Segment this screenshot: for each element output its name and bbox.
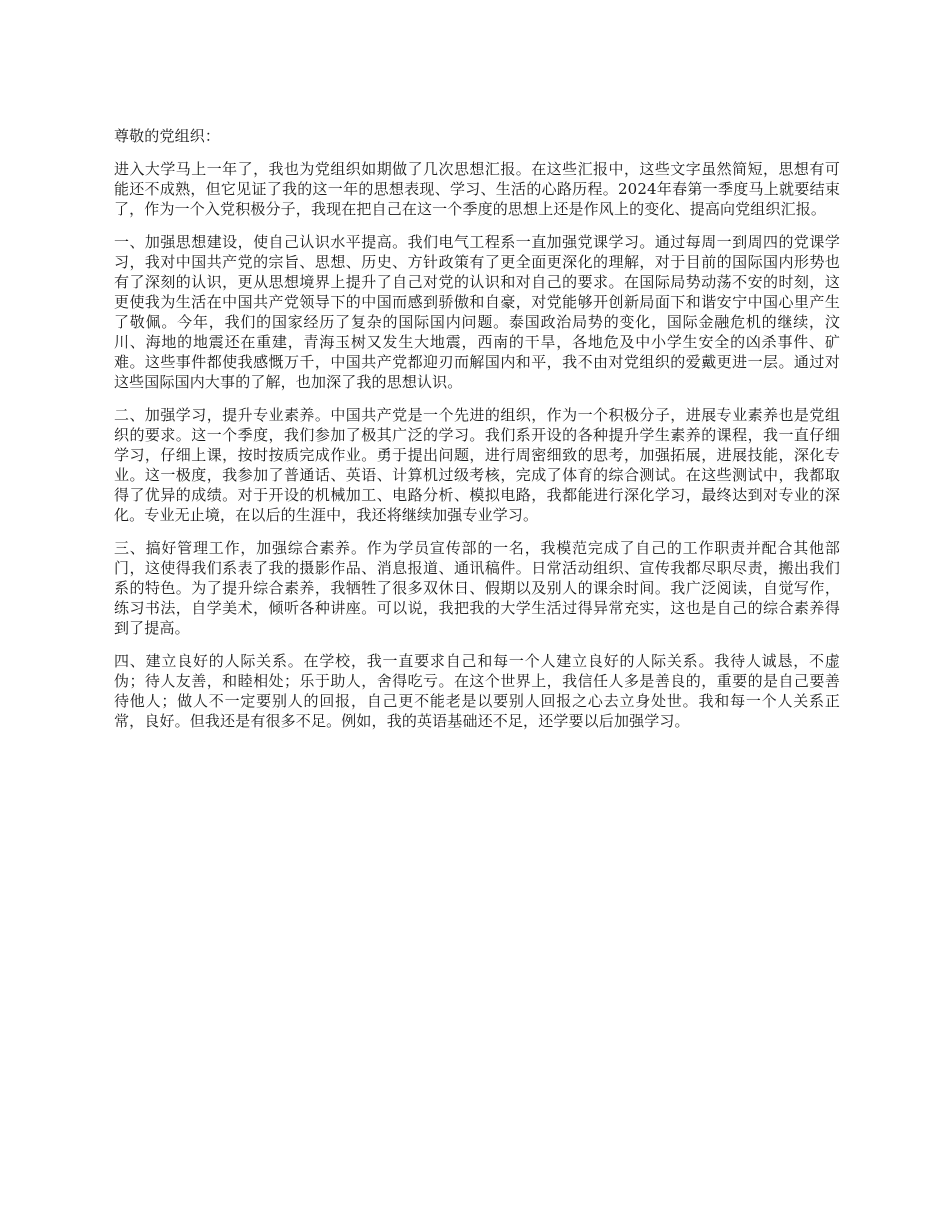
paragraph-study: 二、加强学习，提升专业素养。中国共产党是一个先进的组织，作为一个积极分子，进展专业素养也是党组织的要求。这一个季度，我们参加了极其广泛的学习。我们系开设的各种提升学生素养的课程，我一直仔细学习，仔细上课，按时按质完成作业。勇于提出问题，进行周密细致的思考，加强拓展，进展技能，深化专业。这一极度，我参加了普通话、英语、计算机过级考核，完成了体育的综合测试。在这些测试中，我都取得了优异的成绩。对于开设的机械加工、电路分析、模拟电路，我都能进行深化学习，最终达到对专业的深化。专业无止境，在以后的生涯中，我还将继续加强专业学习。 <box>114 406 840 524</box>
letter-body <box>114 126 840 744</box>
paragraph-thought-building: 一、加强思想建设，使自己认识水平提高。我们电气工程系一直加强党课学习。通过每周一到周四的党课学习，我对中国共产党的宗旨、思想、历史、方针政策有了更全面更深化的理解，对于目前的国际国内形势也有了深刻的认识，更从思想境界上提升了自己对党的认识和对自己的要求。在国际局势动荡不安的时刻，这更使我为生活在中国共产党领导下的中国而感到骄傲和自豪，对党能够开创新局面下和谐安宁中国心里产生了敬佩。今年，我们的国家经历了复杂的国际国内问题。泰国政治局势的变化，国际金融危机的继续，汶川、海地的地震还在重建，青海玉树又发生大地震，西南的干旱，各地危及中小学生安全的凶杀事件、矿难。这些事件都使我感慨万千，中国共产党都迎刃而解国内和平，我不由对党组织的爱戴更进一层。通过对这些国际国内大事的了解，也加深了我的思想认识。 <box>114 233 840 391</box>
paragraph-intro: 进入大学马上一年了，我也为党组织如期做了几次思想汇报。在这些汇报中，这些文字虽然简短，思想有可能还不成熟，但它见证了我的这一年的思想表现、学习、生活的心路历程。2024年春第一季度马上就要结束了，作为一个入党积极分子，我现在把自己在这一个季度的思想上还是作风上的变化、提高向党组织汇报。 <box>114 160 840 218</box>
paragraph-management: 三、搞好管理工作，加强综合素养。作为学员宣传部的一名，我模范完成了自己的工作职责并配合其他部门，这使得我们系表了我的摄影作品、消息报道、通讯稿件。日常活动组织、宣传我都尽职尽责，搬出我们系的特色。为了提升综合素养，我牺牲了很多双休日、假期以及别人的课余时间。我广泛阅读，自觉写作，练习书法，自学美术，倾听各种讲座。可以说，我把我的大学生活过得异常充实，这也是自己的综合素养得到了提高。 <box>114 539 840 637</box>
salutation: 尊敬的党组织： <box>114 127 221 145</box>
paragraph-relationships: 四、建立良好的人际关系。在学校，我一直要求自己和每一个人建立良好的人际关系。我待人诚恳，不虚伪；待人友善，和睦相处；乐于助人，舍得吃亏。在这个世界上，我信任人多是善良的，重要的是自己要善待他人；做人不一定要别人的回报，自己更不能老是以要别人回报之心去立身处世。我和每一个人关系正常，良好。但我还是有很多不足。例如，我的英语基础还不足，还学要以后加强学习。 <box>114 652 840 730</box>
